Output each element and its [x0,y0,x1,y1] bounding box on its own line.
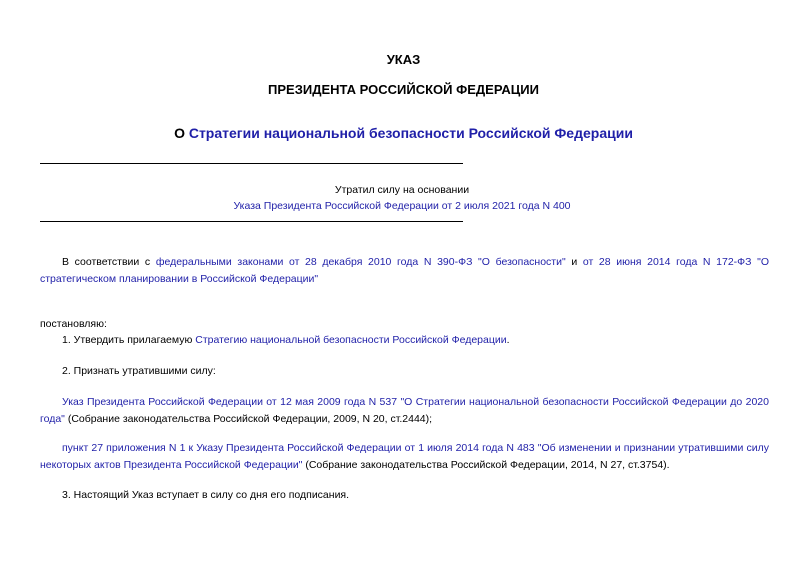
repealed-item-2 [40,440,769,474]
item-1-prefix: 1. Утвердить прилагаемую [62,334,196,346]
repealed-item-2-source: (Собрание законодательства Российской Федерации, 2014, N 27, ст.3754). [302,459,670,471]
repealing-decree-link[interactable]: Указа Президента Российской Федерации от 2 июля 2021 года N 400 [233,200,571,212]
document-issuer: ПРЕЗИДЕНТА РОССИЙСКОЙ ФЕДЕРАЦИИ [268,82,539,97]
item-3-paragraph: 3. Настоящий Указ вступает в силу со дня его подписания. [62,489,350,501]
repealed-item-1-source: (Собрание законодательства Российской Федерации, 2009, N 20, ст.2444); [64,413,433,425]
document-subject [0,125,807,141]
document-title: УКАЗ [386,52,421,67]
subject-prefix: О [174,125,189,141]
strategy-title-link[interactable]: Стратегии национальной безопасности Российской Федерации [188,125,633,141]
intro-conjunction: и [565,256,583,268]
intro-paragraph [40,254,769,288]
strategy-link[interactable]: Стратегию национальной безопасности Российской Федерации [195,334,507,346]
item-2-paragraph: 2. Признать утратившими силу: [62,365,216,377]
top-divider [40,163,463,164]
item-1-suffix: . [506,334,510,346]
decree-537-link[interactable]: Указ Президента Российской Федерации от 12 мая 2009 года N 537 "О Стратегии национальной безопасности Российской Федерации до 2020 года" [40,396,769,425]
decree-483-link[interactable]: пункт 27 приложения N 1 к Указу Президента Российской Федерации от 1 июля 2014 года N 483 "Об изменении и признании утратившими силу некоторых актов Президента Российской Федерации" [40,442,769,471]
intro-prefix: В соответствии с [62,256,156,268]
repealed-item-1 [40,394,769,428]
bottom-divider [40,221,463,222]
federal-law-172-link[interactable]: от 28 июня 2014 года N 172-ФЗ "О стратегическом планировании в Российской Федерации" [40,256,770,285]
federal-law-390-link[interactable]: федеральными законами от 28 декабря 2010 года N 390-ФЗ "О безопасности" [155,256,566,268]
decree-word: постановляю: [40,318,107,330]
item-1-paragraph [40,332,769,349]
repeal-note-text: Утратил силу на основании [334,184,470,196]
